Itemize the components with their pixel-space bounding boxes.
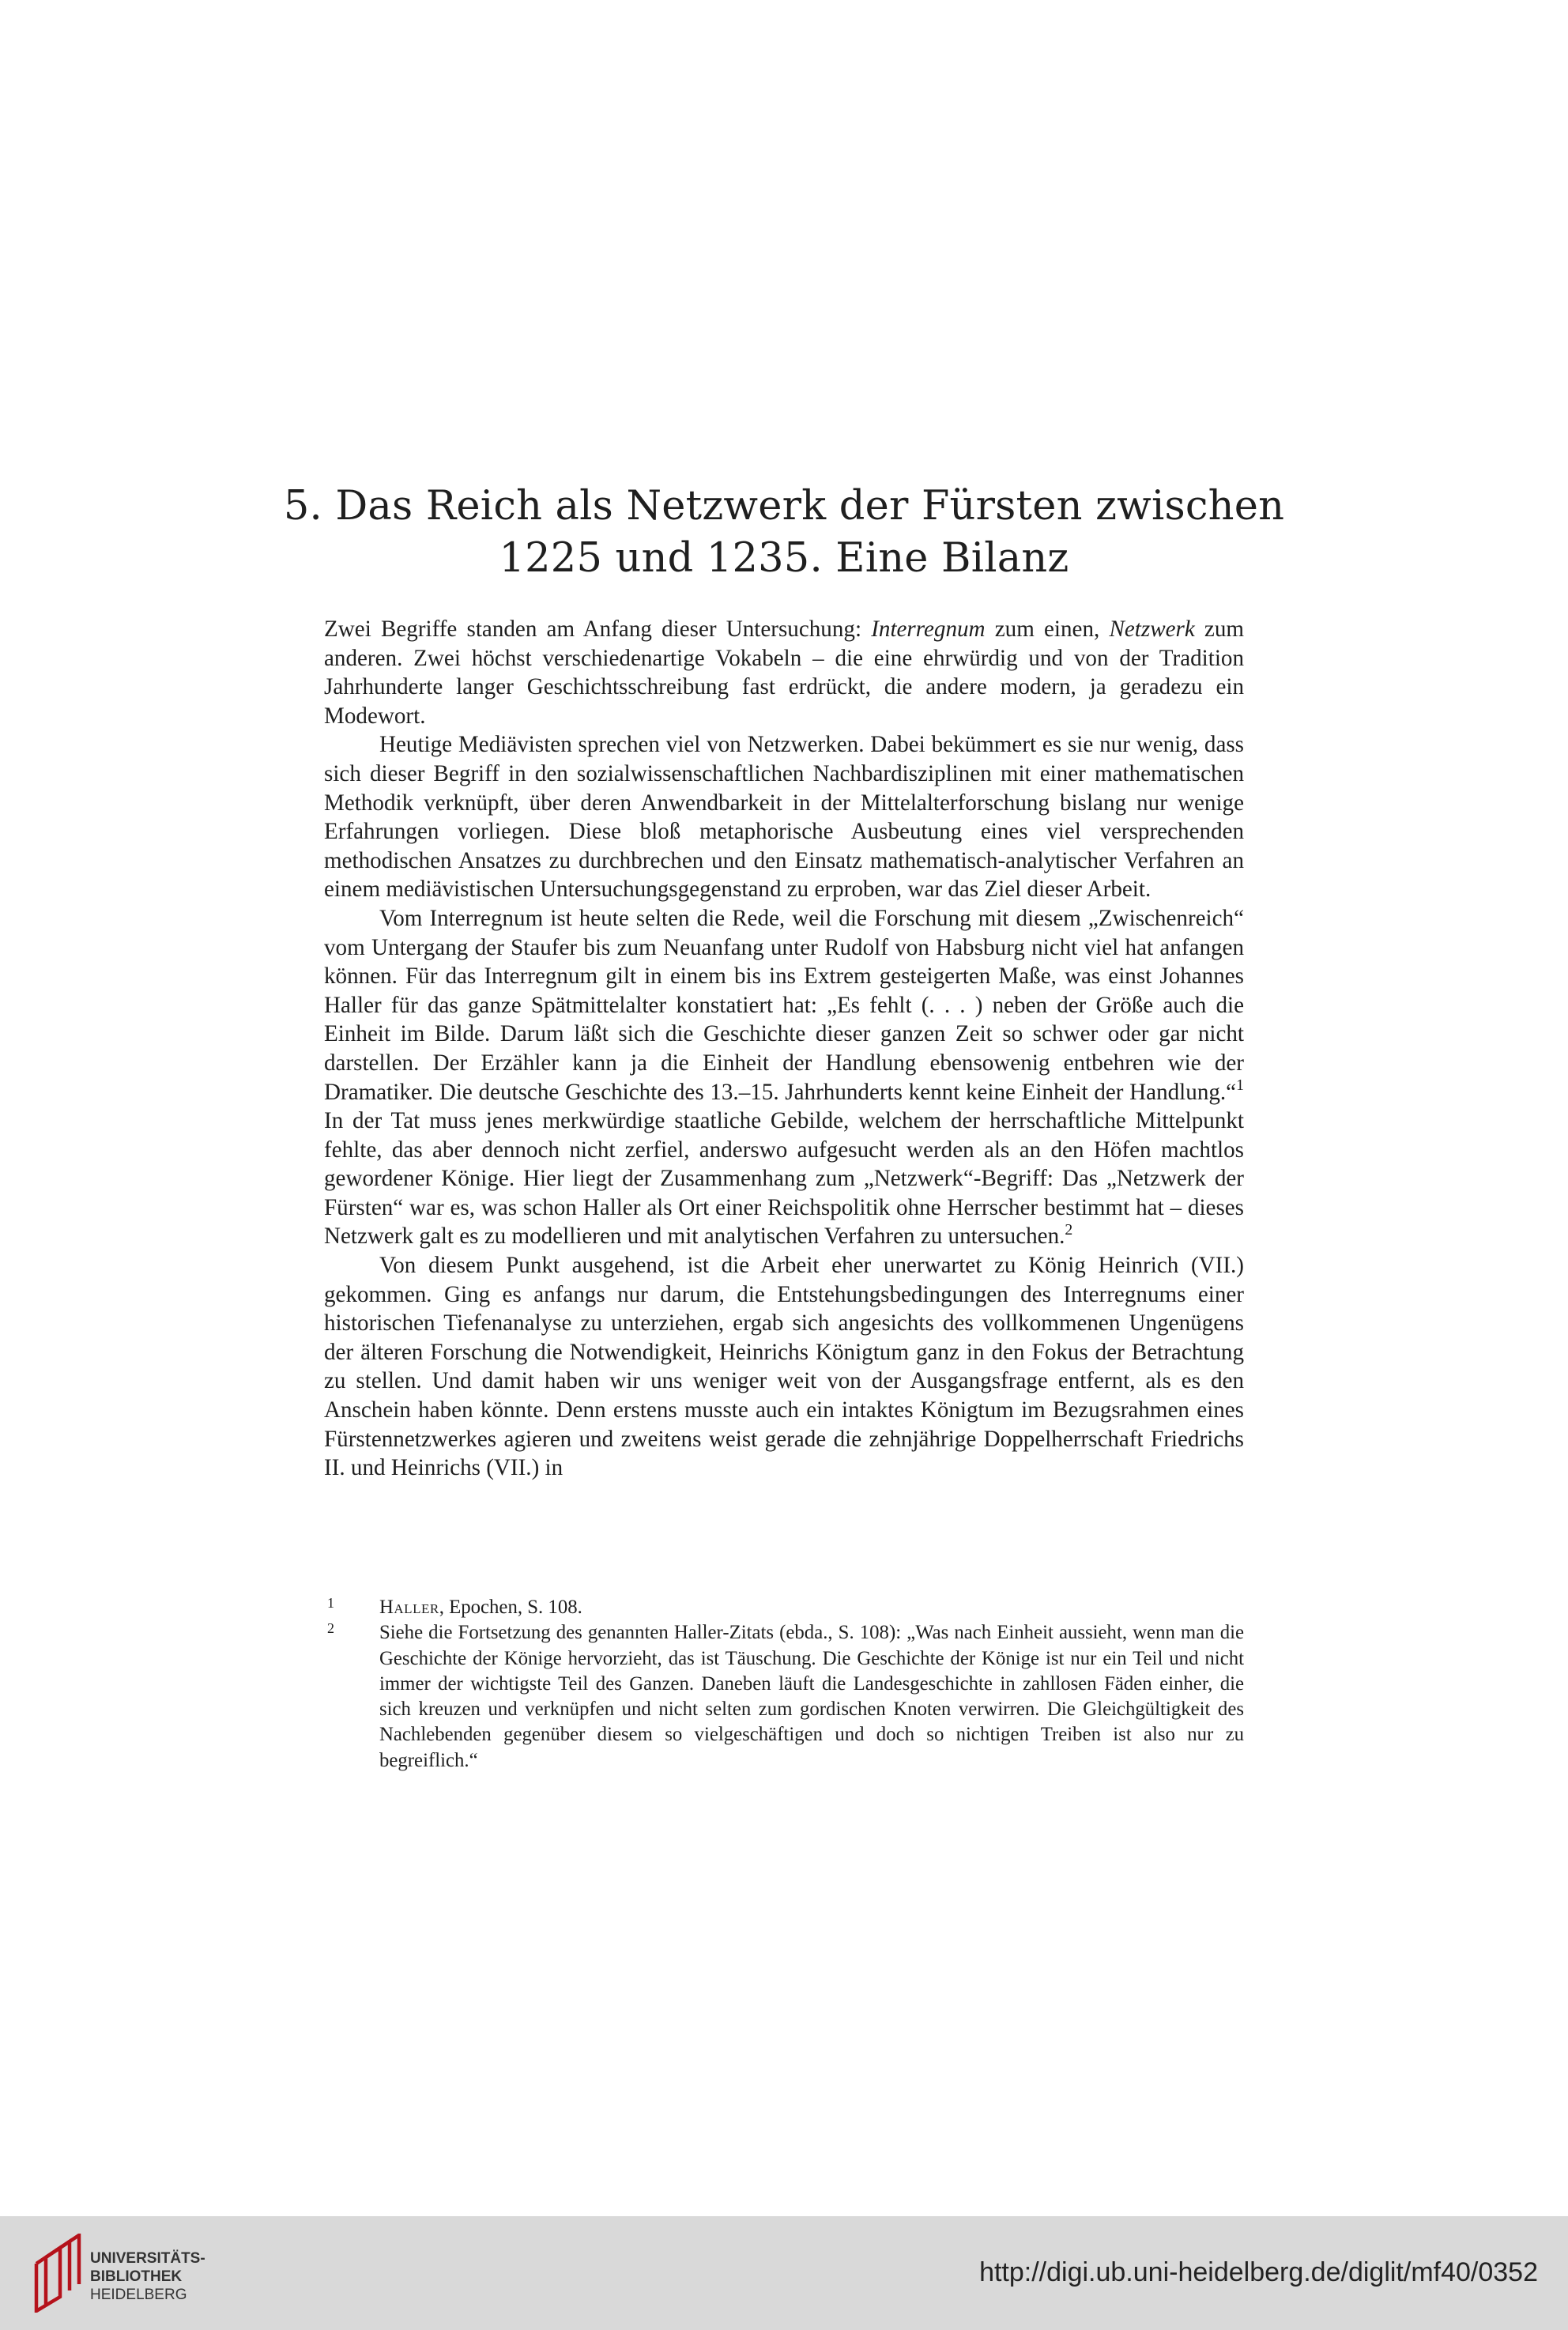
paragraph-3-text-b: In der Tat muss jenes merkwürdige staatliche Gebilde, welchem der herrschaftliche Mittelpunkt fehlte, das aber dennoch nicht zerfiel, anderswo aufgesucht werden als an den Höfen machtlos gewordener Könige. Hier liegt der Zusammenhang zum „Netzwerk“-Begriff: Das „Netzwerk der Fürsten“ war es, was schon Haller als Ort einer Reichspolitik ohne Herrscher bestimmt hat – dieses Netzwerk galt es zu modellieren und mit analytischen Verfahren zu untersuchen. [324, 1108, 1244, 1250]
paragraph-3 [324, 904, 1244, 1251]
library-name [90, 2249, 205, 2304]
paragraph-2: Heutige Mediävisten sprechen viel von Netzwerken. Dabei bekümmert es sie nur wenig, dass sich dieser Begriff in den sozialwissenschaftlichen Nachbardisziplinen mit einer mathematischen Methodik verknüpft, über deren Anwendbarkeit in der Mittelalterforschung bislang nur wenige Erfahrungen vorliegen. Diese bloß metaphorische Ausbeutung eines viel versprechenden methodischen Ansatzes zu durchbrechen und den Einsatz mathematisch-analytischer Verfahren an einem mediävistischen Untersuchungsgegenstand zu erproben, war das Ziel dieser Arbeit. [324, 732, 1244, 903]
library-name-line-1: UNIVERSITÄTS- [90, 2250, 205, 2267]
chapter-title-line-2: 1225 und 1235. Eine Bilanz [499, 535, 1069, 582]
footnote-text: Siehe die Fortsetzung des genannten Haller-Zitats (ebda., S. 108): „Was nach Einheit aussieht, wenn man die Geschichte der Könige hervorzieht, das ist Täuschung. Die Geschichte der Könige ist nur ein Teil und nicht immer der wichtigste Teil des Ganzen. Daneben läuft die Landesgeschichte in zahllosen Fäden einher, die sich kreuzen und verknüpfen und nicht selten zum gordischen Knoten verwirren. Die Gleichgültigkeit des Nachlebenden gegenüber diesem so vielgeschäftigen und doch so nichtigen Treiben ist also nur zu begreiflich.“ [379, 1622, 1244, 1771]
term-interregnum: Interregnum [871, 616, 986, 642]
footer-bar [0, 2216, 1568, 2330]
paragraph-1-text-c: zum einen, [985, 616, 1110, 642]
chapter-title-line-1: 5. Das Reich als Netzwerk der Fürsten zwischen [283, 483, 1285, 530]
paragraph-4: Von diesem Punkt ausgehend, ist die Arbeit eher unerwartet zu König Heinrich (VII.) gekommen. Ging es anfangs nur darum, die Entstehungsbedingungen des Interregnums einer historischen Tiefenanalyse zu unterziehen, ergab sich angesichts des vollkommenen Ungenügens der älteren Forschung die Notwendigkeit, Heinrichs Königtum ganz in den Fokus der Betrachtung zu stellen. Und damit haben wir uns weniger weit von der Ausgangsfrage entfernt, als es den Anschein haben könnte. Denn erstens musste auch ein intaktes Königtum im Bezugsrahmen eines Fürstennetzwerkes agieren und zweitens weist gerade die zehnjährige Doppelherrschaft Friedrichs II. und Heinrichs (VII.) in [324, 1253, 1244, 1481]
footnote-1 [324, 1595, 1244, 1620]
footnote-ref-1[interactable]: 1 [1236, 1076, 1244, 1094]
paragraph-1 [324, 615, 1244, 730]
term-netzwerk: Netzwerk [1109, 616, 1195, 642]
footnote-text: , Epochen, S. 108. [439, 1597, 582, 1618]
paragraph-1-text-a: Zwei Begriffe standen am Anfang dieser Untersuchung: [324, 616, 872, 642]
source-url-link[interactable]: http://digi.ub.uni-heidelberg.de/diglit/mf40/0352 [979, 2257, 1538, 2287]
library-name-line-3: HEIDELBERG [90, 2287, 187, 2303]
paragraph-1-text-e: zum anderen. Zwei höchst verschiedenartige Vokabeln – die eine ehrwürdig und von der Tradition Jahrhunderte langer Geschichtsschreibung fast erdrückt, die andere modern, ja geradezu ein Modewort. [324, 616, 1245, 729]
library-logo-icon [30, 2234, 98, 2313]
paragraph-3-text-a: Vom Interregnum ist heute selten die Rede, weil die Forschung mit diesem „Zwischenreich“ vom Untergang der Staufer bis zum Neuanfang unter Rudolf von Habsburg nicht viel hat anfangen können. Für das Interregnum gilt in einem bis ins Extrem gesteigerten Maße, was einst Johannes Haller für das ganze Spätmittelalter konstatiert hat: „Es fehlt (. . . ) neben der Größe auch die Einheit im Bilde. Darum läßt sich die Geschichte dieser ganzen Zeit so schwer oder gar nicht darstellen. Der Erzähler kann ja die Einheit der Handlung ebensowenig entbehren wie der Dramatiker. Die deutsche Geschichte des 13.–15. Jahrhunderts kennt keine Einheit der Handlung.“ [324, 905, 1244, 1105]
footnote-number: 1 [327, 1595, 334, 1611]
footnote-2 [324, 1620, 1244, 1774]
chapter-title [277, 481, 1291, 585]
footnotes [324, 1595, 1244, 1774]
footnote-ref-2[interactable]: 2 [1065, 1220, 1073, 1239]
footnote-number: 2 [327, 1620, 334, 1637]
library-name-line-2: BIBLIOTHEK [90, 2268, 183, 2285]
footnote-author: Haller [379, 1597, 439, 1618]
main-text [324, 615, 1244, 1483]
